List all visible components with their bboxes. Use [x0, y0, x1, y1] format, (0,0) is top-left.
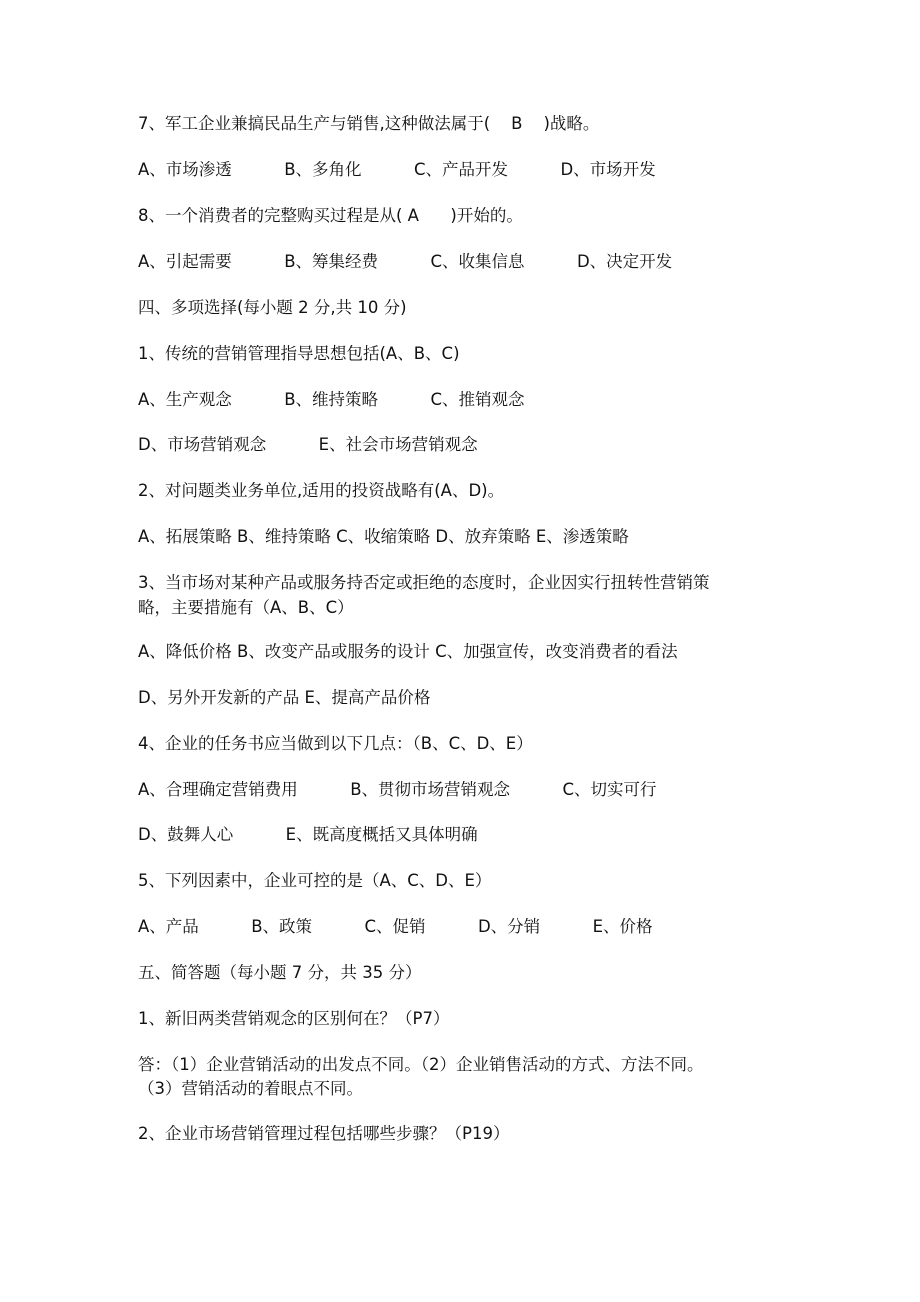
sa-answer-1-line-1: 答：（1）企业营销活动的出发点不同。（2）企业销售活动的方式、方法不同。 — [138, 1055, 704, 1074]
section-heading-multiple-choice: 四、多项选择(每小题 2 分,共 10 分) — [138, 298, 407, 317]
mc-question-1-options-b: D、市场营销观念 E、社会市场营销观念 — [138, 435, 478, 454]
sa-answer-1-line-2: （3）营销活动的着眼点不同。 — [138, 1079, 363, 1098]
mc-question-2-options: A、拓展策略 B、维持策略 C、收缩策略 D、放弃策略 E、渗透策略 — [138, 527, 629, 546]
mc-question-5: 5、下列因素中，企业可控的是（A、C、D、E） — [138, 871, 492, 890]
mc-question-3-options-a: A、降低价格 B、改变产品或服务的设计 C、加强宣传，改变消费者的看法 — [138, 642, 678, 661]
mc-question-1-options-a: A、生产观念 B、维持策略 C、推销观念 — [138, 390, 525, 409]
mc-question-4-options-a: A、合理确定营销费用 B、贯彻市场营销观念 C、切实可行 — [138, 780, 657, 799]
question-8: 8、一个消费者的完整购买过程是从( A )开始的。 — [138, 206, 523, 225]
mc-question-4-options-b: D、鼓舞人心 E、既高度概括又具体明确 — [138, 825, 478, 844]
mc-question-3-line-2: 略，主要措施有（A、B、C） — [138, 598, 354, 617]
question-7-options: A、市场渗透 B、多角化 C、产品开发 D、市场开发 — [138, 160, 656, 179]
mc-question-4: 4、企业的任务书应当做到以下几点：（B、C、D、E） — [138, 734, 533, 753]
question-8-options: A、引起需要 B、筹集经费 C、收集信息 D、决定开发 — [138, 252, 673, 271]
mc-question-3-line-1: 3、当市场对某种产品或服务持否定或拒绝的态度时，企业因实行扭转性营销策 — [138, 573, 710, 592]
sa-question-2: 2、企业市场营销管理过程包括哪些步骤？（P19） — [138, 1124, 510, 1143]
mc-question-1: 1、传统的营销管理指导思想包括(A、B、C) — [138, 344, 460, 363]
mc-question-3-options-b: D、另外开发新的产品 E、提高产品价格 — [138, 688, 431, 707]
section-heading-short-answer: 五、简答题（每小题 7 分，共 35 分） — [138, 963, 422, 982]
mc-question-5-options: A、产品 B、政策 C、促销 D、分销 E、价格 — [138, 917, 653, 936]
sa-question-1: 1、新旧两类营销观念的区别何在？（P7） — [138, 1009, 450, 1028]
question-7: 7、军工企业兼搞民品生产与销售,这种做法属于( B )战略。 — [138, 114, 600, 133]
mc-question-2: 2、对问题类业务单位,适用的投资战略有(A、D)。 — [138, 481, 505, 500]
